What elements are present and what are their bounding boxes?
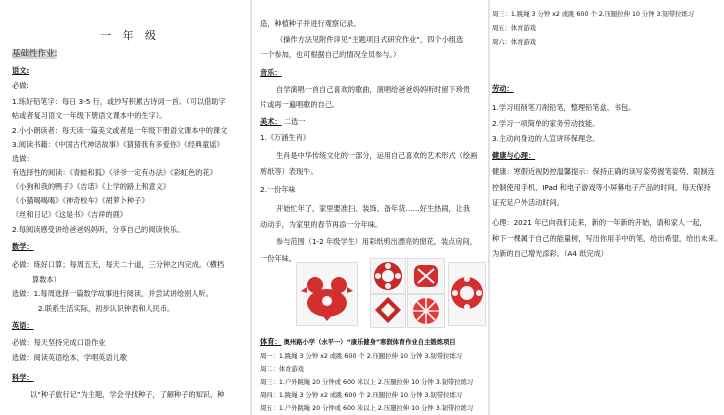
math-required: 必做：练好口算；每周五天，每天二十道，三分钟之内完成。（横档 [12, 260, 225, 269]
paper-cut-knot-image [370, 294, 406, 328]
book-list-3: 《丝和日记》《这是书》《吉祥的鹿》 [12, 210, 127, 219]
psychology-text-3: 为新的自己增光添彩。（A4 纸完成） [492, 249, 608, 258]
labor-item-3: 3.主动向身边的人宣讲环保理念。 [492, 134, 600, 143]
book-list-1: 《小狗和我的鸭子》《吉诺》《上学的路上和意义》 [12, 182, 171, 191]
art-heading-line: 美术： 二选一 [260, 117, 306, 126]
labor-item-1: 1.学习用削笔刀削铅笔，整理铅笔盒、书包。 [492, 103, 636, 112]
science-heading: 科学： [12, 373, 34, 382]
pe-week-6: 周三：1.跳绳 3 分钟 x2 或跳 600 个 2.压腿拉伸 10 分钟 3.韧带拉练习 [492, 11, 695, 18]
birds-cutout-icon [297, 263, 357, 325]
chinese-item-1: 1.练好铅笔字：每日 3-5 行，或抄写积累古诗词一首。（可以借助字 [12, 97, 226, 106]
basic-homework-heading: 基础性作业: [12, 49, 58, 59]
health-text-2: 控制使用手机、IPad 和电子游戏等小屏幕电子产品的时间、每天保持 [492, 183, 711, 192]
psychology-text-1: 心理：2021 年已向我们走来，新的一年新的开始，请和家人一起， [492, 218, 707, 227]
chinese-knot-icon [371, 295, 405, 327]
page-column-2 [252, 0, 490, 415]
psychology-text-2: 种下一棵属于自己的能量树，写出你用手中的笔，给出希望，给出未来。 [492, 234, 723, 243]
project-note-b: 一个参加，也可根据自己的情况全员参与。） [260, 50, 401, 59]
flower-cutout-icon [371, 259, 405, 293]
book-list-2: 《小猫喝喝喝》《神奇校车》《胡萝卜种子》 [12, 196, 149, 205]
lantern-cutout-icon [408, 259, 444, 293]
health-text-3: 证充足户外活动时间。 [492, 198, 564, 207]
art-item-1-text: 生肖是中华传统文化的一部分，运用自己喜欢的艺术形式（绘画 [276, 151, 478, 160]
english-required: 必做：每天坚持完成口语作业 [12, 338, 106, 347]
pe-week-7: 周五：体育游戏 [492, 25, 537, 32]
pe-week-2: 周二：体育游戏 [260, 366, 305, 373]
chinese-item-4: 2.每阅读感受讲给爸爸妈妈听，分享自己的阅读快乐。 [12, 225, 185, 234]
art-item-2-title: 2.一份年味 [260, 185, 296, 194]
art-item-1-text-b: 剪纸等）表现牛。 [260, 167, 318, 176]
paper-cut-large-flower-image [448, 262, 486, 326]
chinese-required-label: 必做: [12, 81, 29, 90]
page-column-1 [0, 0, 250, 415]
health-text-1: 健康：寒假近视防控温馨提示：保持正确的读写姿势握笔姿势、限制连 [492, 167, 715, 176]
math-optional: 选做：1.每周选择一篇数学故事进行阅读，并尝试讲给别人听。 [12, 289, 213, 298]
chinese-optional-label: 选做： [12, 154, 34, 163]
art-item-2-text-c: 参与范围（1-2 年级学生）用彩纸剪出漂亮的窗花，装点房间， [276, 237, 477, 246]
math-optional-b: 2.联系生活实际，初步认识钟表和人民币。 [38, 304, 175, 313]
paper-cut-snowflake-image [407, 294, 445, 328]
paper-cut-lantern-image [407, 258, 445, 294]
chinese-optional-books: 有选择性的阅读：《青蛙和狐》《爷爷一定有办法》《彩虹色的花》 [12, 168, 217, 177]
science-text-cont: 造，种植种子并进行观察记录。 [260, 19, 361, 28]
english-optional: 选做：阅读英语绘本，学唱英语儿歌 [12, 353, 128, 362]
art-item-1-title: 1.《万涵生肖》 [260, 133, 310, 142]
pe-intro-line: 体育： 奥州路小学（水平一）“康乐健身”寒假体育作业自主锻炼项目 [260, 337, 456, 346]
paper-cut-birds-image [296, 262, 358, 326]
large-flower-cutout-icon [449, 263, 485, 325]
health-heading: 健康与心理： [492, 151, 536, 160]
math-required-b: 算数本） [32, 275, 61, 284]
pe-week-8: 周六：体育游戏 [492, 39, 537, 46]
pe-week-3: 周三：1.户外跳绳 20 分钟或 600 米以上 2.压腿拉伸 10 分钟 3.韧带拉练习 [260, 379, 474, 386]
snowflake-cutout-icon [408, 295, 444, 327]
chinese-item-1b: 帖或者复习语文一年级下册语文课本中的生字）。 [12, 111, 167, 120]
pe-week-5: 周五：1.户外跳绳 20 分钟或 600 米以上 2.压腿拉伸 10 分钟 3.韧带拉练习 [260, 405, 474, 412]
english-heading: 英语： [12, 321, 34, 330]
music-heading: 音乐： [260, 68, 282, 77]
chinese-item-2: 2.小小朗读者：每天读一篇美文或者是一年级下册语文课本中的课文 [12, 126, 228, 135]
page-column-3 [488, 0, 724, 415]
paper-cut-flower-image [370, 258, 406, 294]
pe-week-1: 周一：1.跳绳 3 分钟 x2 或跳 600 个 2.压腿拉伸 10 分钟 3.韧带拉练习 [260, 353, 463, 360]
chinese-item-3: 3.阅读书籍：《中国古代神话故事》《猜猜我有多爱你》《经典童谣》 [12, 140, 224, 149]
chinese-heading: 语文: [12, 66, 30, 75]
science-text: 以“种子旅行记”为主题，学会寻找种子，了解种子的知识、种 [30, 390, 225, 399]
music-text: 自学演唱一首自己喜欢的歌曲，演唱给爸爸妈妈听时留下珍贵 [276, 85, 471, 94]
pe-week-4: 周四：1.跳绳 3 分钟 x2 或跳 600 个 2.压腿拉伸 10 分钟 3.韧带拉练习 [260, 392, 463, 399]
labor-heading: 劳动： [492, 84, 514, 93]
project-note: （操作方法见附件详见“主题项目式研究作业”，四个小组选 [276, 35, 464, 44]
art-item-2-text: 开始忙年了，家里要准扫、装饰、备年货……好生热闹，让我 [276, 204, 471, 213]
art-item-2-text-d: 一份年味。 [260, 254, 296, 263]
music-text-b: 片或再一遍唱歌的自己。 [260, 100, 340, 109]
art-item-2-text-b: 动动手，为家里的春节再添一分年味。 [260, 220, 383, 229]
page-title: 一 年 级 [100, 29, 160, 42]
math-heading: 数学： [12, 242, 34, 251]
labor-item-2: 2.学习一项简单的家务劳动技能。 [492, 119, 600, 128]
